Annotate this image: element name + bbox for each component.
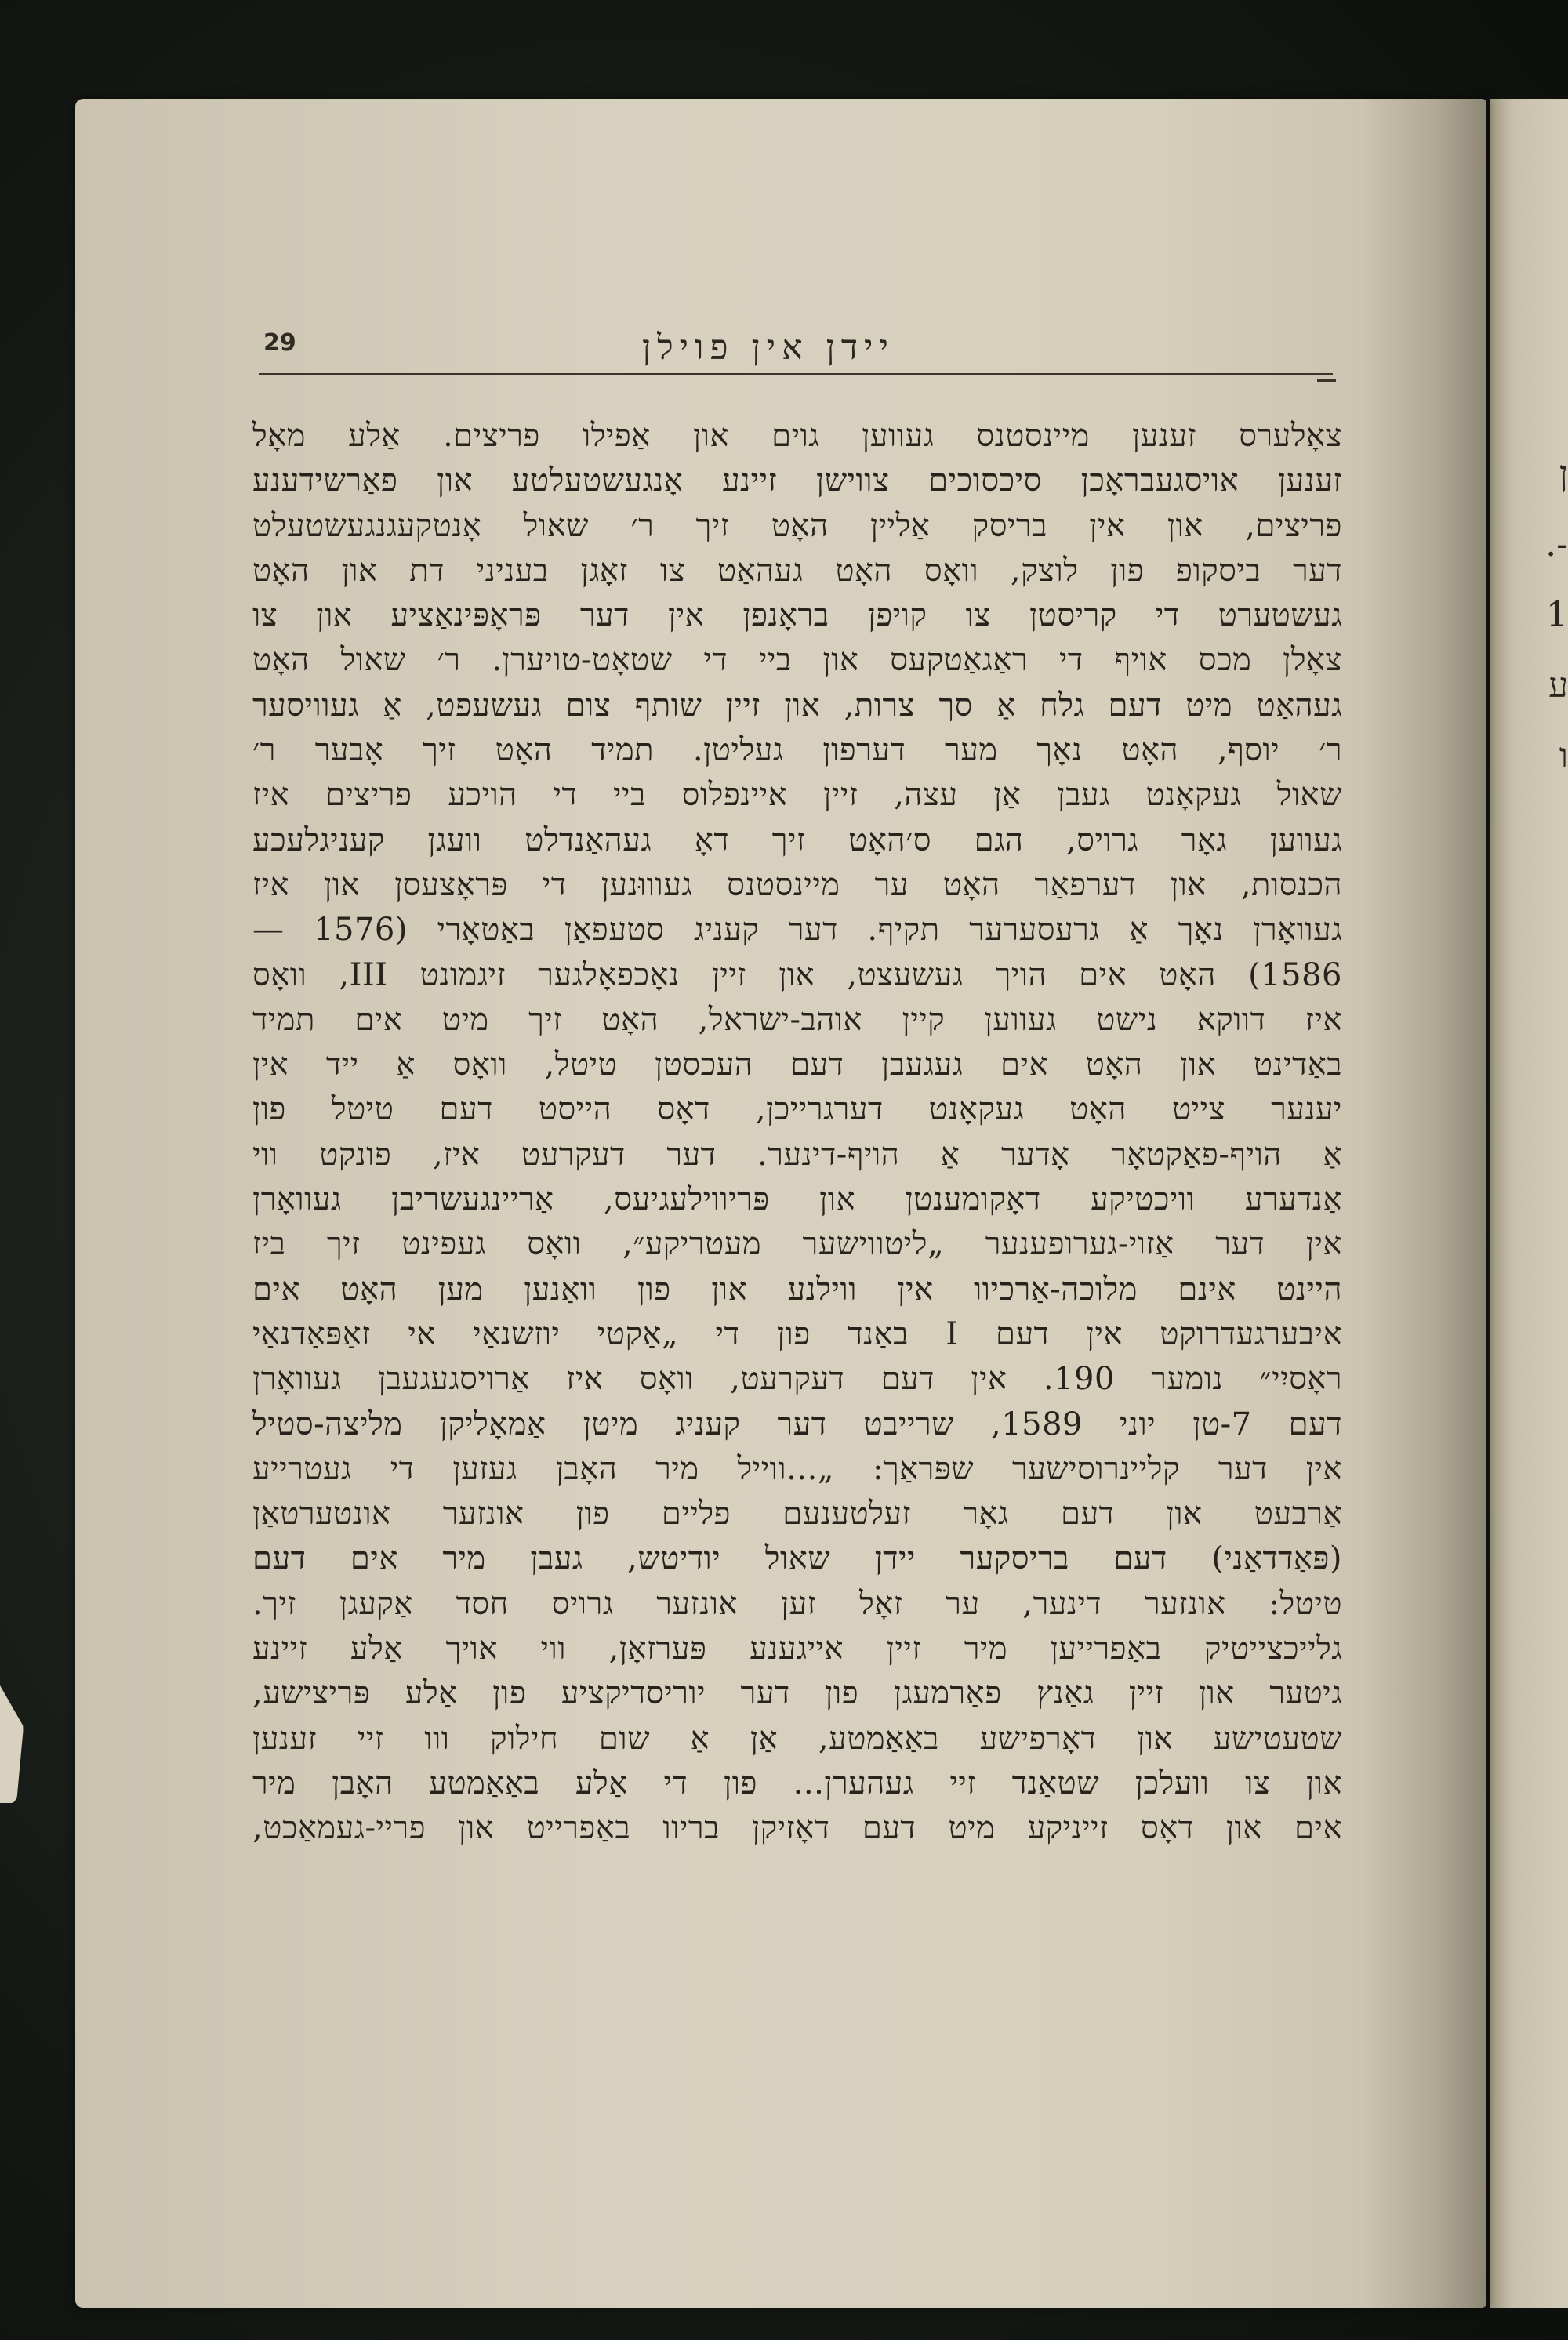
text-line: טיטל: אונזער דינער, ער זאָל זען אונזער גרויס חסד אַקעגן זיך.	[252, 1585, 1342, 1622]
body-text	[252, 414, 1342, 1852]
text-line: אין דער אַזוי-גערופענער „ליטווישער מעטריקע״, וואָס געפינט זיך ביז	[252, 1226, 1342, 1263]
text-line: יענער צייט האָט געקאָנט דערגרייכן, דאָס הייסט דעם טיטל פון	[252, 1091, 1342, 1128]
text-line: צאָלן מכס אויף די ראַגאַטקעס און ביי די שטאָט-טויערן. ר׳ שאול האָט	[252, 642, 1342, 679]
text-line: שאול געקאָנט געבן אַן עצה, זיין איינפלוס ביי די הויכע פריצים איז	[252, 777, 1342, 814]
text-line: אים און דאָס זייניקע מיט דעם דאָזיקן בריוו באַפרייט און פריי-געמאַכט,	[252, 1810, 1342, 1847]
text-line: געשטערט די קריסטן צו קויפן בראָנפן אין דער פּראָפּינאַציע און צו	[252, 597, 1342, 634]
text-line: אַנדערע וויכטיקע דאָקומענטן און פּריווילעגיעס, אַריינגעשריבן געוואָרן	[252, 1181, 1342, 1218]
text-line: (פּאַדדאַני) דעם בריסקער יידן שאול יודיטש, געבן מיר אים דעם	[252, 1540, 1342, 1577]
next-page-text-fragment: ן -. 1 ע ו	[1545, 454, 1568, 776]
text-line: געוואָרן נאָך אַ גרעסערער תקיף. דער קעניג סטעפאַן באַטאָרי (1576 —	[252, 912, 1343, 949]
text-line: דער ביסקופ פון לוצק, וואָס האָט געהאַט צו זאָגן בעניני דת און האָט	[252, 552, 1342, 589]
text-line: ראָסיִי״ נומער 190. אין דעם דעקרעט, וואָס איז אַרויסגעגעבן געוואָרן	[252, 1361, 1342, 1398]
text-line: איבערגעדרוקט אין דעם I באַנד פון די „אַקטי יוזשנאַי אי זאַפּאַדנאַי	[252, 1315, 1343, 1352]
text-line: אין דער קליינרוסישער שפּראַך: „...ווייל מיר האָבן געזען די געטרייע	[252, 1450, 1342, 1487]
text-line: צאָלערס זענען מיינסטנס געווען גוים און אַפילו פריצים. אַלע מאָל	[252, 418, 1342, 454]
text-line: הכנסות, און דערפאַר האָט ער מיינסטנס געוווּנען די פּראָצעסן און איז	[252, 866, 1343, 903]
text-line: און צו וועלכן שטאַנד זיי געהערן... פון די אַלע באַאַמטע האָבן מיר	[252, 1765, 1342, 1801]
running-title: יידן אין פוילן	[641, 328, 895, 368]
text-line: אַ הויף-פאַקטאָר אָדער אַ הויף-דינער. דער דעקרעט איז, פונקט ווי	[252, 1136, 1342, 1173]
header-rule	[259, 373, 1333, 375]
text-line: גיטער און זיין גאַנץ פאַרמעגן פון דער יוריסדיקציע פון אַלע פּריצישע,	[252, 1675, 1342, 1712]
page-gutter-shadow	[1361, 99, 1486, 2308]
header-rule-tail	[1317, 379, 1336, 382]
text-line: זענען אויסגעבראָכן סיכסוכים צווישן זיינע אָנגעשטעלטע און פאַרשידענע	[252, 463, 1342, 499]
text-line: אַרבעט און דעם גאָר זעלטענעם פליים פון אונזער אונטערטאַן	[252, 1496, 1342, 1533]
text-line: שטעטישע און דאָרפישע באַאַמטע, אַן אַ שום חילוק ווו זיי זענען	[252, 1720, 1343, 1757]
text-line: ר׳ יוסף, האָט נאָך מער דערפון געליטן. תמיד האָט זיך אָבער ר׳	[252, 732, 1342, 769]
text-line: איז דווקא נישט געווען קיין אוהב-ישראל, האָט זיך מיט אים תמיד	[252, 1001, 1342, 1038]
text-line: 1586) האָט אים הויך געשעצט, און זיין נאָכפאָלגער זיגמונט III, וואָס	[252, 956, 1342, 993]
next-page-edge	[1490, 99, 1568, 2308]
text-line: געהאַט מיט דעם גלח אַ סך צרות, און זיין שותף צום געשעפט, אַ געוויסער	[252, 687, 1342, 724]
text-line: פריצים, און אין בריסק אַליין האָט זיך ר׳ שאול אָנטקעגנגעשטעלט	[252, 507, 1342, 544]
page-number: 29	[263, 329, 296, 357]
text-line: דעם 7-טן יוני 1589, שרייבט דער קעניג מיטן אַמאָליקן מליצה-סטיל	[252, 1406, 1342, 1442]
text-line: גלייכצייטיק באַפרייען מיר זיין אייגענע פּערזאָן, ווי אויך אַלע זיינע	[252, 1631, 1342, 1667]
text-line: באַדינט און האָט אים געגעבן דעם העכסטן טיטל, וואָס אַ ייד אין	[252, 1047, 1342, 1083]
text-line: געווען גאָר גרויס, הגם ס׳האָט זיך דאָ געהאַנדלט וועגן קעניגלעכע	[252, 822, 1342, 858]
text-line: היינט אינם מלוכה-אַרכיוו אין ווילנע און פון וואַנען מען האָט אים	[252, 1271, 1343, 1308]
